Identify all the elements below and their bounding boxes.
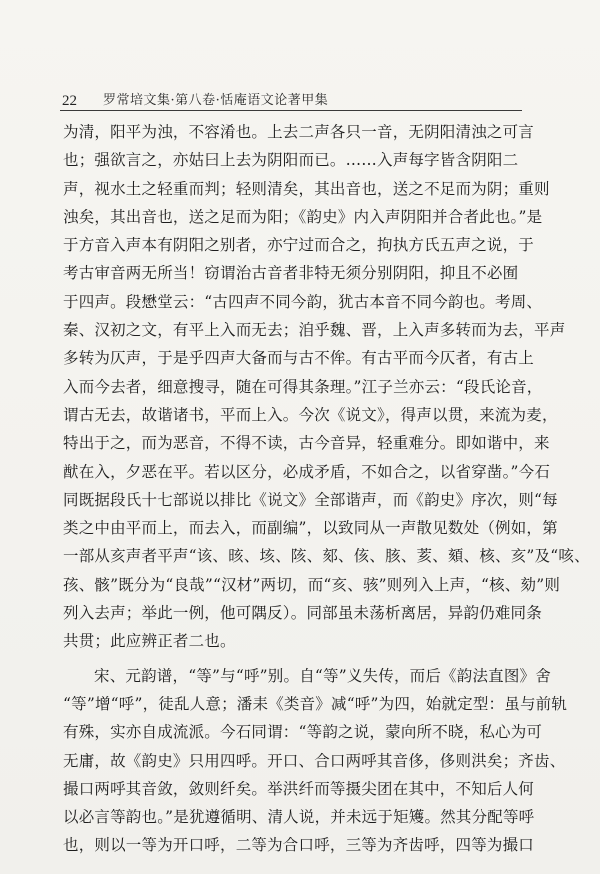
text-line: 谓古无去，故谐诸书，平而上入。今次《说文》，得声以贯，来流为麦， — [63, 405, 558, 424]
page-number: 22 — [62, 93, 77, 109]
text-line: 无庸，故《韵史》只用四呼。开口、合口两呼其音侈，侈则洪矣；齐齿、 — [63, 751, 566, 770]
paragraph-2 — [63, 662, 568, 860]
text-line: 浊矣，其出音也，送之足而为阳；《韵史》内入声阴阳并合者此也。”是 — [63, 207, 543, 226]
text-line: 于四声。段懋堂云：“古四声不同今韵，犹古本音不同今韵也。考周、 — [63, 292, 543, 311]
text-line: 也；强欲言之，亦姑曰上去为阴阳而已。……入声每字皆含阴阳二 — [63, 151, 519, 170]
text-line: 孩、骸”既分为“良哉”“汉材”两切，而“亥、骇”则列入上声，“核、劾”则 — [63, 575, 561, 594]
text-line: 特出于之，而为恶音，不得不读，古今音异，轻重难分。即如谐中，来 — [63, 434, 550, 453]
text-line: 以必言等韵也。”是犹遵循明、清人说，并未远于矩矱。然其分配等呼 — [63, 808, 535, 827]
text-line: 考古审音两无所当！窃谓治古音者非特无须分别阴阳，抑且不必囿 — [63, 264, 519, 283]
text-line: 声，视水土之轻重而判；轻则清矣，其出音也，送之不足而为阴；重则 — [63, 179, 550, 198]
header-rule — [60, 110, 522, 111]
running-head: 罗常培文集·第八卷·恬庵语文论著甲集 — [103, 93, 329, 108]
text-line: 共贯；此应辨正者二也。 — [63, 632, 236, 651]
text-line: 为清，阳平为浊，不容淆也。上去二声各只一音，无阴阳清浊之可言 — [63, 123, 535, 141]
text-line: 秦、汉初之文，有平上入而无去；洎乎魏、晋，上入声多转而为去，平声 — [63, 321, 566, 340]
text-line: 一部从亥声者平声“该、晐、垓、陔、郂、侅、胲、荄、頦、核、亥”及“咳、 — [63, 547, 590, 566]
text-line: 入而今去者，细意搜寻，随在可得其条理。”江子兰亦云：“段氏论音， — [63, 377, 543, 396]
page-header — [62, 86, 524, 110]
text-line: 宋、元韵谱，“等”与“呼”别。自“等”义失传，而后《韵法直图》舍 — [94, 666, 551, 685]
text-line: 猷在入，夕恶在平。若以区分，必成矛盾，不如合之，以省穿凿。”今石 — [63, 462, 551, 481]
text-line: 类之中由平而上，而去入，而副编”，以致同从一声散见数处（例如，第 — [63, 519, 558, 538]
text-line: 有殊，实亦自成流派。今石同谓：“等韵之说，蒙向所不晓，私心为可 — [63, 723, 543, 742]
body-text — [63, 118, 590, 860]
text-line: 列入去声；举此一例，他可隅反）。同部虽未荡析离居，异韵仍难同条 — [63, 604, 542, 623]
text-line: “等”增“呼”，徒乱人意；潘耒《类音》减“呼”为四，始就定型：虽与前轨 — [63, 694, 568, 713]
paragraph-1 — [63, 118, 590, 656]
text-line: 也，则以一等为开口呼，二等为合口呼，三等为齐齿呼，四等为撮口 — [63, 836, 535, 855]
text-line: 同既据段氏十七部说以排比《说文》全部谐声，而《韵史》序次，则“每 — [63, 490, 558, 509]
text-line: 撮口两呼其音敛，敛则纤矣。举洪纤而等摄尖团在其中，不知后人何 — [63, 779, 535, 798]
text-line: 于方音入声本有阴阳之别者，亦宁过而合之，拘执方氏五声之说，于 — [63, 236, 535, 255]
text-line: 多转为仄声，于是乎四声大备而与古不侔。有古平而今仄者，有古上 — [63, 349, 535, 368]
